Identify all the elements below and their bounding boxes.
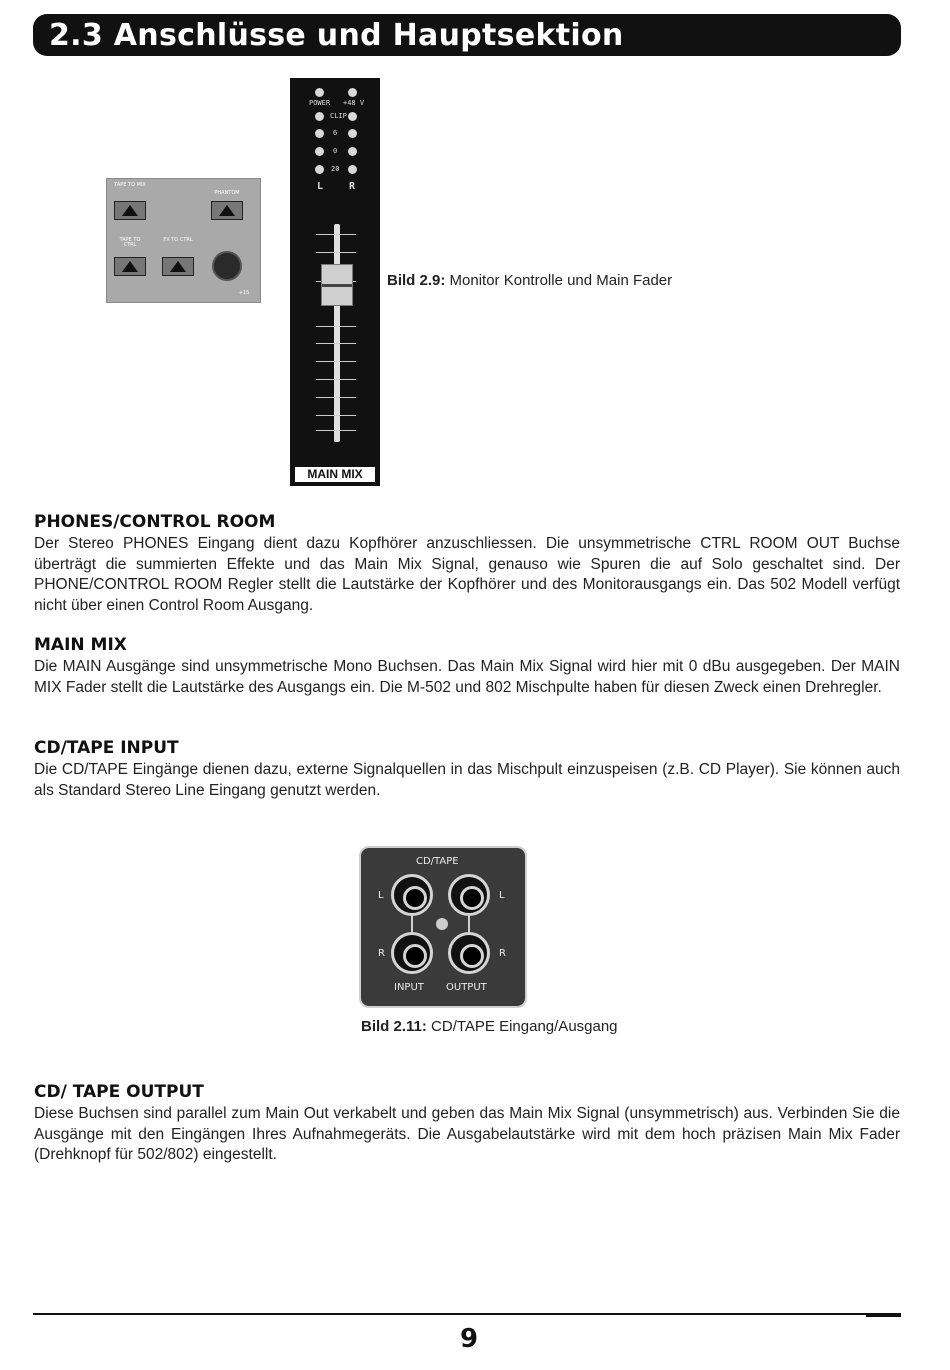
fx-to-ctrl-button-icon bbox=[162, 257, 194, 276]
clip-led-right-icon bbox=[348, 112, 357, 121]
power-label: POWER bbox=[309, 99, 331, 107]
main-mix-heading: MAIN MIX bbox=[34, 635, 127, 655]
figure-2-9-label: Bild 2.9: bbox=[387, 272, 446, 289]
fader-tick bbox=[316, 379, 356, 380]
clip-label: CLIP bbox=[330, 112, 347, 120]
fader-tick bbox=[316, 326, 356, 327]
tape-to-mix-button-icon bbox=[114, 201, 146, 220]
main-mix-text: Die MAIN Ausgänge sind unsymmetrische Mono Buchsen. Das Main Mix Signal wird hier mit 0 dBu ausgegeben. Der MAIN MIX Fader stellt die Lautstärke des Ausgangs ein. Die M-502 und 802 Mischpulte haben für diesen Zweck einen Drehregler. bbox=[34, 658, 900, 696]
right-channel-label: R bbox=[349, 181, 356, 192]
power-led-icon bbox=[315, 88, 324, 97]
fader-tick bbox=[316, 361, 356, 362]
section-title: 2.3 Anschlüsse und Hauptsektion bbox=[49, 18, 624, 53]
figure-2-11-label: Bild 2.11: bbox=[361, 1018, 427, 1035]
led-20-label: 20 bbox=[331, 165, 340, 173]
led-0-label: 0 bbox=[333, 147, 338, 155]
led-20-right-icon bbox=[348, 165, 357, 174]
figure-2-11-caption bbox=[361, 1018, 618, 1035]
section-title-bar bbox=[33, 14, 901, 56]
fader-cap-icon bbox=[321, 264, 353, 306]
led-6-left-icon bbox=[315, 129, 324, 138]
output-label: OUTPUT bbox=[446, 982, 487, 993]
cd-tape-output-text: Diese Buchsen sind parallel zum Main Out verkabelt und geben das Main Mix Signal (unsymmetrisch) aus. Verbinden Sie die Ausgänge mit den Eingängen Ihres Aufnahmegeräts. Die Ausgabelautstärke wird mit dem hoch präzisen Main Mix Fader (Drehknopf für 502/802) eingestellt. bbox=[34, 1105, 900, 1163]
input-r-label: R bbox=[378, 948, 385, 959]
input-left-jack-icon bbox=[391, 874, 433, 916]
led-6-label: 6 bbox=[333, 129, 338, 137]
output-r-label: R bbox=[499, 948, 506, 959]
tape-to-mix-label: TAPE TO MIX bbox=[114, 182, 146, 188]
phones-control-room-text: Der Stereo PHONES Eingang dient dazu Kopfhörer anzuschliessen. Die unsymmetrische CTRL ROOM OUT Buchse überträgt die summierten Effekte und das Main Mix Signal, genauso wie Spuren die auf Solo geschaltet sind. Der PHONE/CONTROL ROOM Regler stellt die Lautstärke der Kopfhörer und des Monitorausgangs ein. Das 502 Modell verfügt nicht über einen Control Room Ausgang. bbox=[34, 535, 900, 614]
output-right-jack-icon bbox=[448, 932, 490, 974]
clip-led-left-icon bbox=[315, 112, 324, 121]
input-label: INPUT bbox=[394, 982, 424, 993]
input-right-jack-icon bbox=[391, 932, 433, 974]
led-0-right-icon bbox=[348, 147, 357, 156]
fader-tick bbox=[316, 430, 356, 431]
cd-tape-panel-title: CD/TAPE bbox=[416, 856, 459, 867]
page-number: 9 bbox=[459, 1324, 479, 1354]
fader-track bbox=[334, 224, 340, 442]
phantom-led-icon bbox=[348, 88, 357, 97]
footer-divider bbox=[33, 1313, 901, 1315]
phantom-button-icon bbox=[211, 201, 243, 220]
phantom48-label: +48 V bbox=[343, 99, 365, 107]
ground-screw-icon bbox=[436, 918, 448, 930]
led-0-left-icon bbox=[315, 147, 324, 156]
led-6-right-icon bbox=[348, 129, 357, 138]
fader-tick bbox=[316, 397, 356, 398]
figure-2-9-text: Monitor Kontrolle und Main Fader bbox=[449, 272, 673, 289]
phones-control-knob-icon bbox=[212, 251, 242, 281]
main-mix-strip-label: MAIN MIX bbox=[294, 466, 376, 483]
phantom-label: PHANTOM bbox=[214, 190, 240, 196]
footer-divider-accent bbox=[866, 1313, 901, 1317]
knob-scale-label: +15 bbox=[238, 290, 250, 296]
tape-to-ctrl-label: TAPE TO CTRL bbox=[119, 237, 141, 248]
led-20-left-icon bbox=[315, 165, 324, 174]
cd-tape-input-text: Die CD/TAPE Eingänge dienen dazu, externe Signalquellen in das Mischpult einzuspeisen (z.B. CD Player). Sie können auch als Standard Stereo Line Eingang genutzt werden. bbox=[34, 761, 900, 799]
left-channel-label: L bbox=[317, 181, 324, 192]
cd-tape-input-heading: CD/TAPE INPUT bbox=[34, 738, 179, 758]
figure-2-9-caption bbox=[387, 272, 672, 289]
fx-to-ctrl-label: FX TO CTRL bbox=[163, 237, 193, 243]
fader-tick bbox=[316, 252, 356, 253]
input-l-label: L bbox=[378, 890, 384, 901]
phones-control-room-heading: PHONES/CONTROL ROOM bbox=[34, 512, 276, 532]
figure-2-11-text: CD/TAPE Eingang/Ausgang bbox=[431, 1018, 618, 1035]
fader-tick bbox=[316, 415, 356, 416]
fader-tick bbox=[316, 234, 356, 235]
output-left-jack-icon bbox=[448, 874, 490, 916]
fader-tick bbox=[316, 343, 356, 344]
tape-to-ctrl-button-icon bbox=[114, 257, 146, 276]
cd-tape-output-heading: CD/ TAPE OUTPUT bbox=[34, 1082, 204, 1102]
output-l-label: L bbox=[499, 890, 505, 901]
